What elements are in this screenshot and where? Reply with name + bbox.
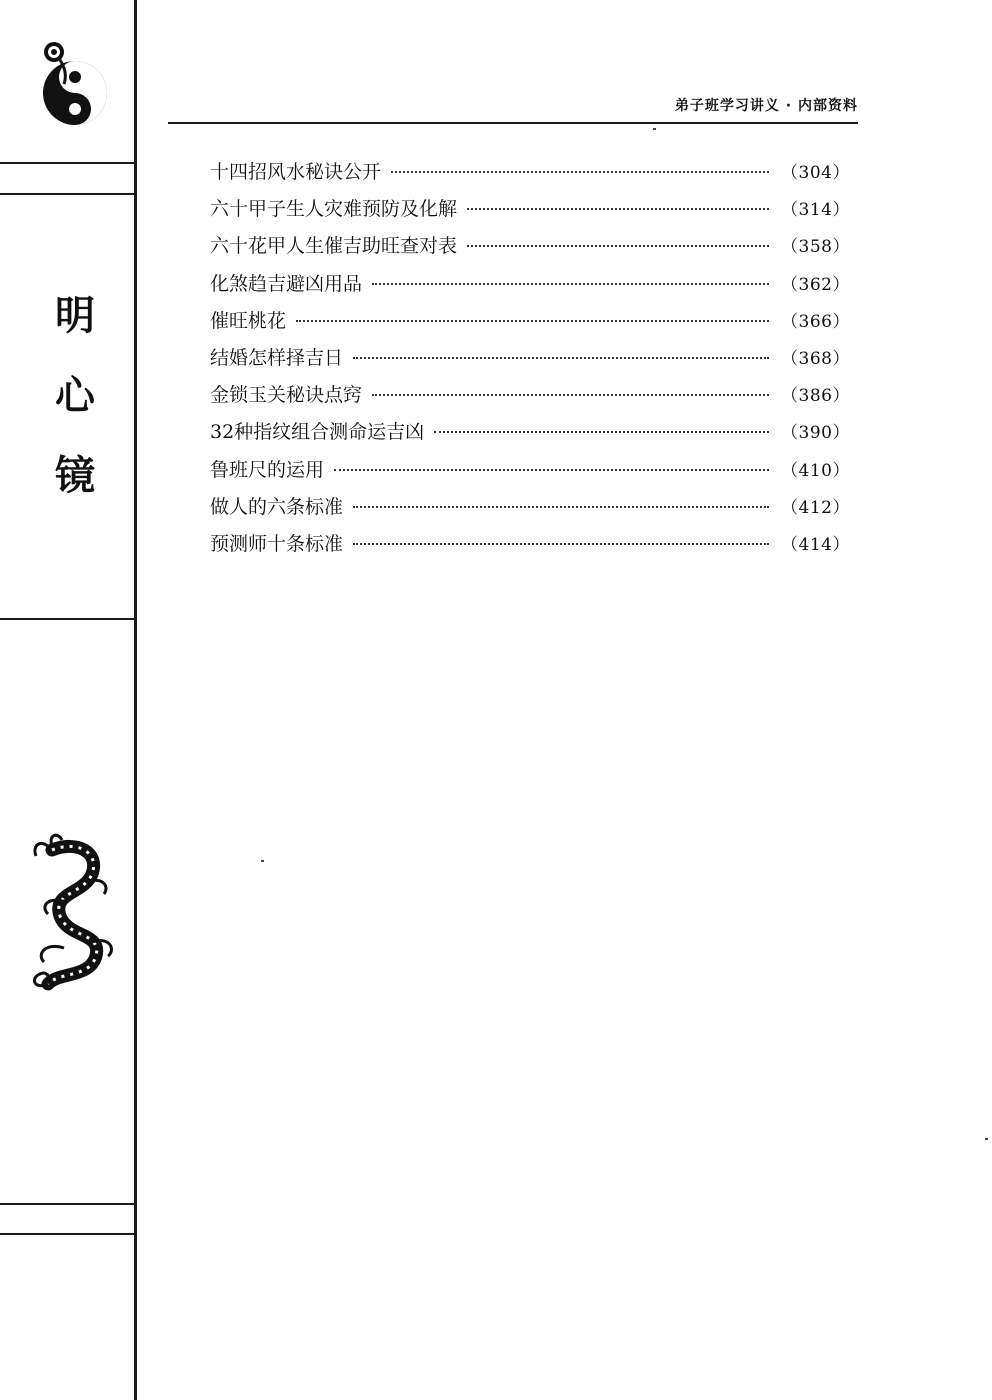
sidebar-divider bbox=[0, 162, 137, 164]
toc-entry[interactable] bbox=[210, 269, 850, 306]
dot-leader bbox=[434, 431, 769, 433]
toc-entry-title: 32种指纹组合测命运吉凶 bbox=[210, 421, 425, 444]
toc-entry-title: 六十甲子生人灾难预防及化解 bbox=[210, 198, 458, 221]
toc-entry-title: 预测师十条标准 bbox=[210, 532, 344, 555]
dot-leader bbox=[353, 543, 769, 545]
table-of-contents bbox=[210, 157, 850, 566]
toc-entry[interactable] bbox=[210, 492, 850, 529]
dot-leader bbox=[467, 208, 769, 210]
book-title-char: 明 bbox=[55, 293, 95, 339]
dot-leader bbox=[353, 357, 769, 359]
sidebar-divider bbox=[0, 1203, 137, 1205]
toc-entry-title: 鲁班尺的运用 bbox=[210, 458, 325, 481]
scan-speck bbox=[653, 128, 656, 130]
toc-entry[interactable] bbox=[210, 306, 850, 343]
toc-entry-title: 做人的六条标准 bbox=[210, 495, 344, 518]
sidebar-book-title bbox=[30, 292, 120, 500]
toc-page-number: （390） bbox=[781, 423, 850, 444]
dot-leader bbox=[391, 171, 769, 173]
toc-entry-title: 化煞趋吉避凶用品 bbox=[210, 272, 363, 295]
book-title-char: 镜 bbox=[55, 453, 95, 499]
sidebar-vertical-rule bbox=[134, 0, 137, 1400]
running-header: 弟子班学习讲义 · 内部资料 bbox=[674, 98, 858, 114]
toc-entry-title: 金锁玉关秘诀点窍 bbox=[210, 384, 363, 407]
yin-yang-logo-icon bbox=[38, 38, 112, 128]
toc-entry-title: 六十花甲人生催吉助旺查对表 bbox=[210, 235, 458, 258]
toc-entry[interactable] bbox=[210, 343, 850, 380]
toc-entry[interactable] bbox=[210, 157, 850, 194]
toc-entry[interactable] bbox=[210, 417, 850, 454]
toc-entry[interactable] bbox=[210, 231, 850, 268]
toc-entry[interactable] bbox=[210, 194, 850, 231]
book-title-char: 心 bbox=[55, 373, 95, 419]
toc-entry-title: 催旺桃花 bbox=[210, 309, 287, 332]
toc-page-number: （314） bbox=[781, 200, 850, 221]
scan-speck bbox=[985, 1138, 988, 1140]
toc-page-number: （368） bbox=[781, 348, 850, 369]
toc-entry-title: 结婚怎样择吉日 bbox=[210, 346, 344, 369]
sidebar-divider bbox=[0, 618, 137, 620]
dot-leader bbox=[353, 506, 769, 508]
toc-entry[interactable] bbox=[210, 529, 850, 566]
toc-entry[interactable] bbox=[210, 380, 850, 417]
dot-leader bbox=[334, 469, 769, 471]
toc-page-number: （412） bbox=[781, 497, 850, 518]
toc-page-number: （414） bbox=[781, 534, 850, 555]
toc-page-number: （386） bbox=[781, 386, 850, 407]
toc-page-number: （366） bbox=[781, 311, 850, 332]
toc-page-number: （362） bbox=[781, 274, 850, 295]
sidebar-divider bbox=[0, 1233, 137, 1235]
toc-page-number: （304） bbox=[781, 163, 850, 183]
toc-entry-title: 十四招风水秘诀公开 bbox=[210, 161, 382, 183]
sidebar-divider bbox=[0, 193, 137, 195]
dot-leader bbox=[372, 283, 769, 285]
dot-leader bbox=[372, 394, 769, 396]
dragon-ornament-icon bbox=[22, 832, 122, 997]
toc-entry[interactable] bbox=[210, 455, 850, 492]
toc-page-number: （358） bbox=[781, 237, 850, 258]
dot-leader bbox=[467, 245, 769, 247]
toc-page-number: （410） bbox=[781, 460, 850, 481]
scan-speck bbox=[261, 860, 264, 862]
dot-leader bbox=[296, 320, 769, 322]
header-rule bbox=[168, 122, 858, 124]
